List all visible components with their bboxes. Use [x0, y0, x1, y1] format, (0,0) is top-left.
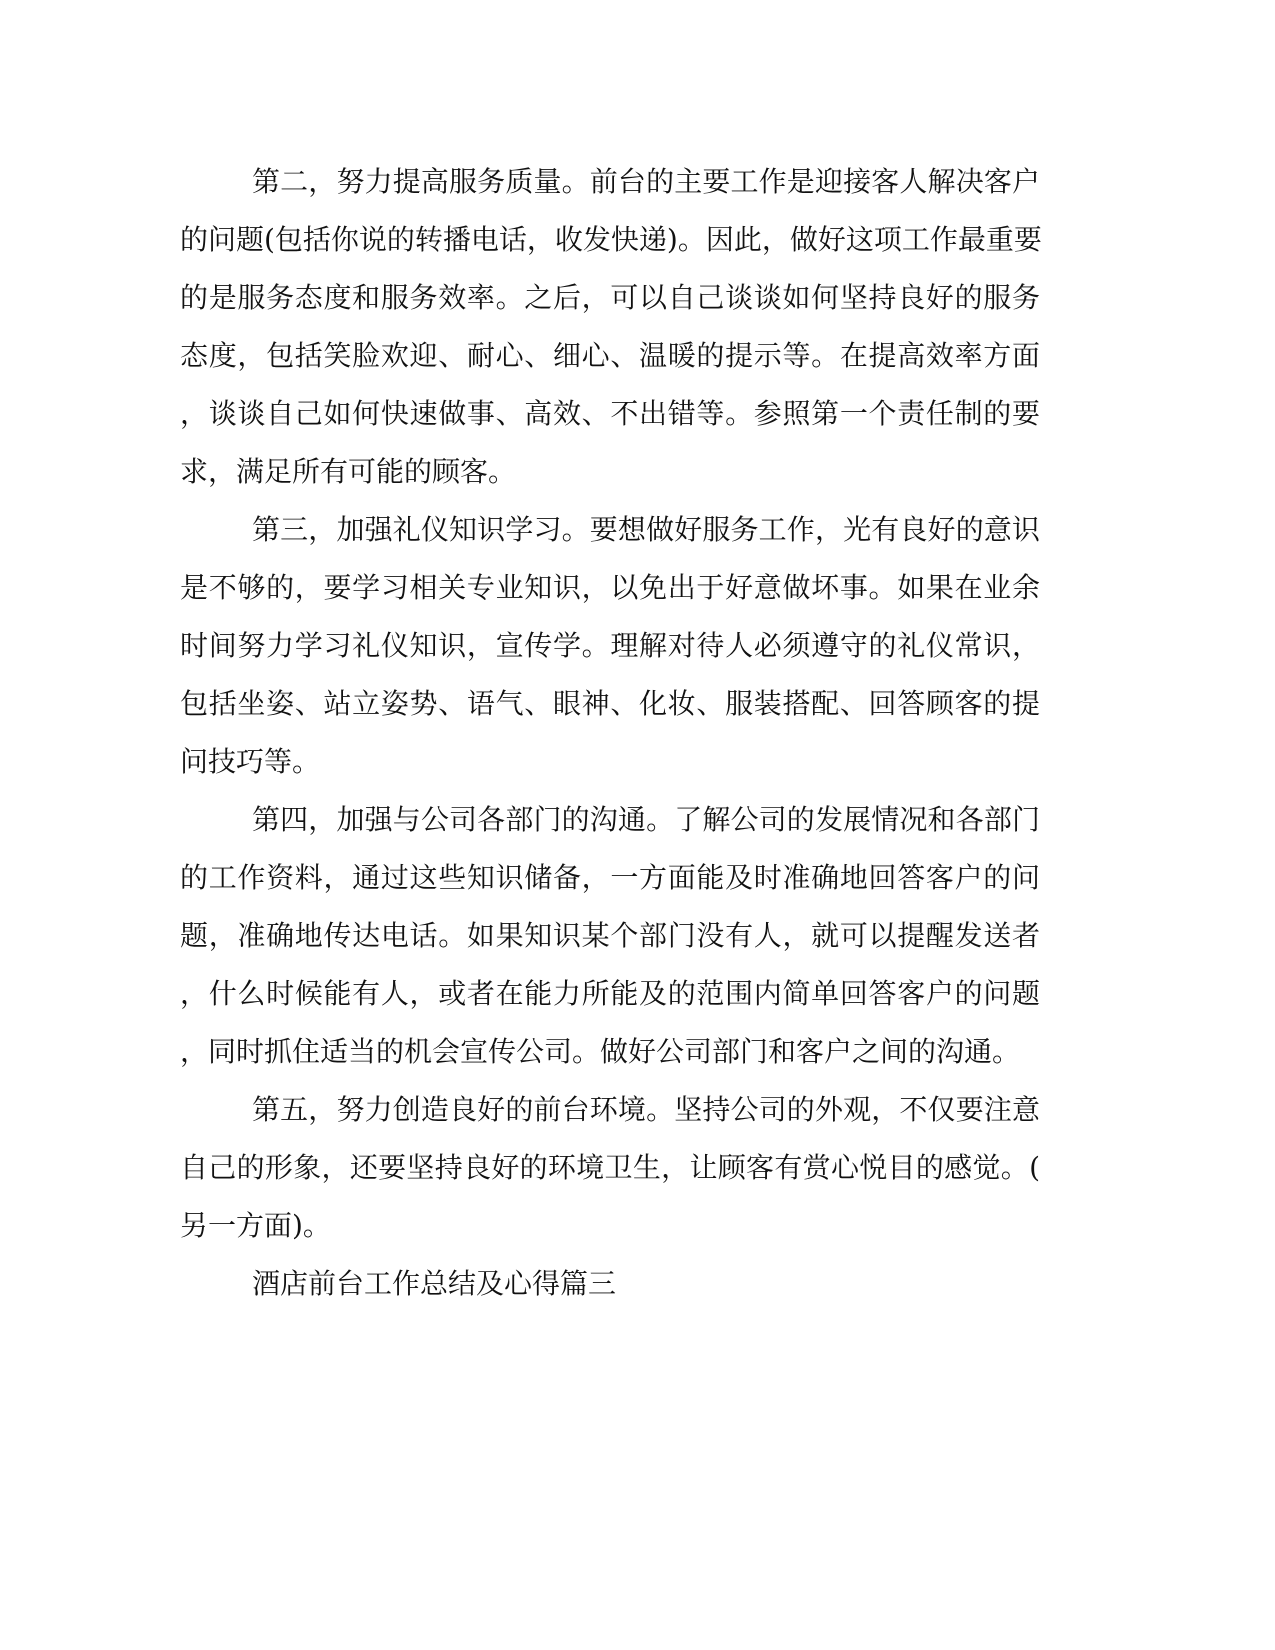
paragraph-3-line-2: 的工作资料，通过这些知识储备，一方面能及时准确地回答客户的问: [180, 861, 1040, 894]
paragraph-3-line-5: ，同时抓住适当的机会宣传公司。做好公司部门和客户之间的沟通。: [180, 1035, 1021, 1068]
paragraph-4-line-2: 自己的形象，还要坚持良好的环境卫生，让顾客有赏心悦目的感觉。(: [180, 1151, 1040, 1184]
paragraph-3-line-1: 第四，加强与公司各部门的沟通。了解公司的发展情况和各部门: [252, 803, 1040, 836]
paragraph-2-line-2: 是不够的，要学习相关专业知识，以免出于好意做坏事。如果在业余: [180, 571, 1040, 604]
paragraph-1-line-2: 的问题(包括你说的转播电话，收发快递)。因此，做好这项工作最重要: [180, 223, 1042, 256]
section-heading: 酒店前台工作总结及心得篇三: [252, 1267, 617, 1300]
paragraph-3-line-4: ，什么时候能有人，或者在能力所能及的范围内简单回答客户的问题: [180, 977, 1040, 1010]
paragraph-2-line-1: 第三，加强礼仪知识学习。要想做好服务工作，光有良好的意识: [252, 513, 1040, 546]
paragraph-4-line-3: 另一方面)。: [180, 1209, 331, 1242]
paragraph-1-line-6: 求，满足所有可能的顾客。: [180, 455, 517, 488]
paragraph-4-line-1: 第五，努力创造良好的前台环境。坚持公司的外观，不仅要注意: [252, 1093, 1040, 1126]
paragraph-3-line-3: 题，准确地传达电话。如果知识某个部门没有人，就可以提醒发送者: [180, 919, 1040, 952]
paragraph-1-line-3: 的是服务态度和服务效率。之后，可以自己谈谈如何坚持良好的服务: [180, 281, 1040, 314]
paragraph-1-line-4: 态度，包括笑脸欢迎、耐心、细心、温暖的提示等。在提高效率方面: [180, 339, 1040, 372]
paragraph-2-line-3: 时间努力学习礼仪知识，宣传学。理解对待人必须遵守的礼仪常识，: [180, 629, 1040, 662]
paragraph-2-line-5: 问技巧等。: [180, 745, 321, 778]
paragraph-1-line-1: 第二，努力提高服务质量。前台的主要工作是迎接客人解决客户: [252, 165, 1040, 198]
paragraph-1-line-5: ，谈谈自己如何快速做事、高效、不出错等。参照第一个责任制的要: [180, 397, 1040, 430]
paragraph-2-line-4: 包括坐姿、站立姿势、语气、眼神、化妆、服装搭配、回答顾客的提: [180, 687, 1040, 720]
